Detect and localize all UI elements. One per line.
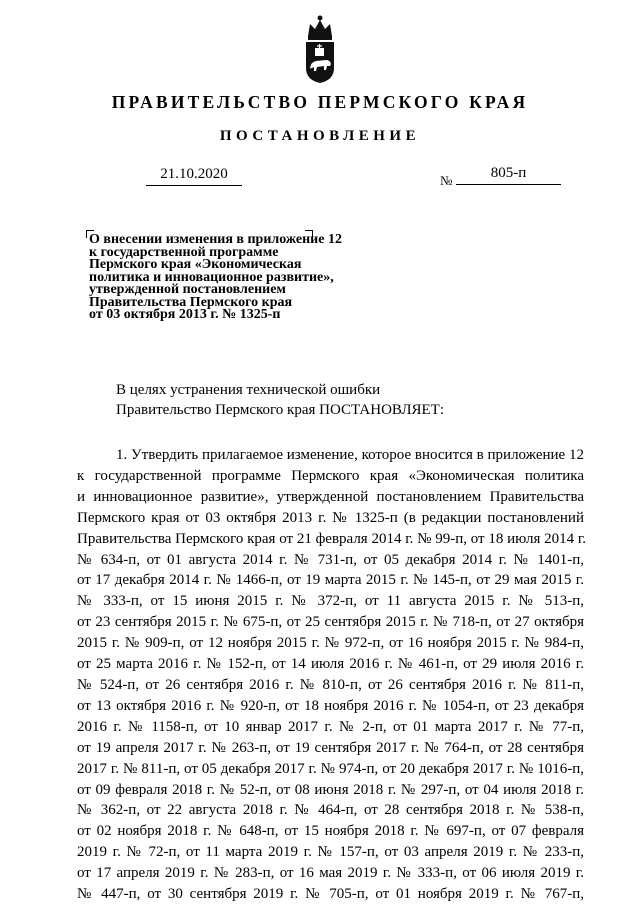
preamble-line: Правительство Пермского края ПОСТАНОВЛЯЕТ: [116,402,445,418]
document-date: 21.10.2020 [160,166,228,182]
government-title: ПРАВИТЕЛЬСТВО ПЕРМСКОГО КРАЯ [111,92,529,112]
document-type: ПОСТАНОВЛЕНИЕ [219,128,421,144]
body-line: от 17 декабря 2014 г. № 1466-п, от 19 марта 2015 г. № 145-п, от 29 мая 2015 г. [77,572,584,589]
body-line: Правительства Пермского края от 21 февраля 2014 г. № 99-п, от 18 июля 2014 г. [77,530,587,547]
body-line: от 02 ноября 2018 г. № 648-п, от 15 ноября 2018 г. № 697-п, от 07 февраля [77,823,584,840]
subject-block [89,234,389,322]
body-line: № 634-п, от 01 августа 2014 г. № 731-п, от 05 декабря 2014 г. № 1401-п, [77,551,584,568]
body-line: 2015 г. № 909-п, от 12 ноября 2015 г. № 972-п, от 16 ноября 2015 г. № 984-п, [77,635,584,652]
perm-krai-coat-of-arms-icon [302,14,338,84]
subject-line: Правительства Пермского края [89,294,293,310]
date-underline [146,185,242,186]
document-number: 805-п [490,165,527,181]
subject-line: к государственной программе [89,244,279,260]
body-line: от 09 февраля 2018 г. № 52-п, от 08 июня 2018 г. № 297-п, от 04 июля 2018 г. [77,781,584,798]
subject-line: политика и инновационное развитие», [89,269,334,285]
number-sign: № [440,173,453,188]
body-line: и инновационное развитие», утвержденной постановлением Правительства [77,488,584,505]
body-text [77,445,587,905]
subject-line: Пермского края «Экономическая [89,257,302,272]
body-line: от 23 сентября 2015 г. № 675-п, от 25 сентября 2015 г. № 718-п, от 27 октября [77,614,584,631]
body-line: 2019 г. № 72-п, от 11 марта 2019 г. № 157-п, от 03 апреля 2019 г. № 233-п, [77,844,584,861]
number-underline [456,184,561,185]
body-line: 1. Утвердить прилагаемое изменение, которое вносится в приложение 12 [116,447,584,463]
body-line: № 447-п, от 30 сентября 2019 г. № 705-п, от 01 ноября 2019 г. № 767-п, [77,886,584,903]
body-line: к государственной программе Пермского края «Экономическая политика [77,467,584,484]
body-line: от 17 апреля 2019 г. № 283-п, от 16 мая 2019 г. № 333-п, от 06 июля 2019 г. [77,865,584,882]
body-line: № 524-п, от 26 сентября 2016 г. № 810-п, от 26 сентября 2016 г. № 811-п, [77,676,584,693]
subject-line: утвержденной постановлением [89,282,286,297]
body-line: 2016 г. № 1158-п, от 10 январ 2017 г. № 2-п, от 01 марта 2017 г. № 77-п, [77,718,584,735]
subject-line: от 03 октября 2013 г. № 1325-п [89,307,281,322]
subject-line: О внесении изменения в приложение 12 [89,232,342,247]
body-line: № 333-п, от 15 июня 2015 г. № 372-п, от 11 августа 2015 г. № 513-п, [77,593,584,610]
body-line: от 25 марта 2016 г. № 152-п, от 14 июля 2016 г. № 461-п, от 29 июля 2016 г. [77,656,584,673]
body-line: Пермского края от 03 октября 2013 г. № 1325-п (в редакции постановлений [77,509,584,526]
preamble-line: В целях устранения технической ошибки [116,382,381,398]
body-line: № 362-п, от 22 августа 2018 г. № 464-п, от 28 сентября 2018 г. № 538-п, [77,802,584,819]
body-line: от 19 апреля 2017 г. № 263-п, от 19 сентября 2017 г. № 764-п, от 28 сентября [77,739,584,756]
body-line: от 13 октября 2016 г. № 920-п, от 18 ноября 2016 г. № 1054-п, от 23 декабря [77,697,584,714]
body-line: 2017 г. № 811-п, от 05 декабря 2017 г. № 974-п, от 20 декабря 2017 г. № 1016-п, [77,760,584,777]
